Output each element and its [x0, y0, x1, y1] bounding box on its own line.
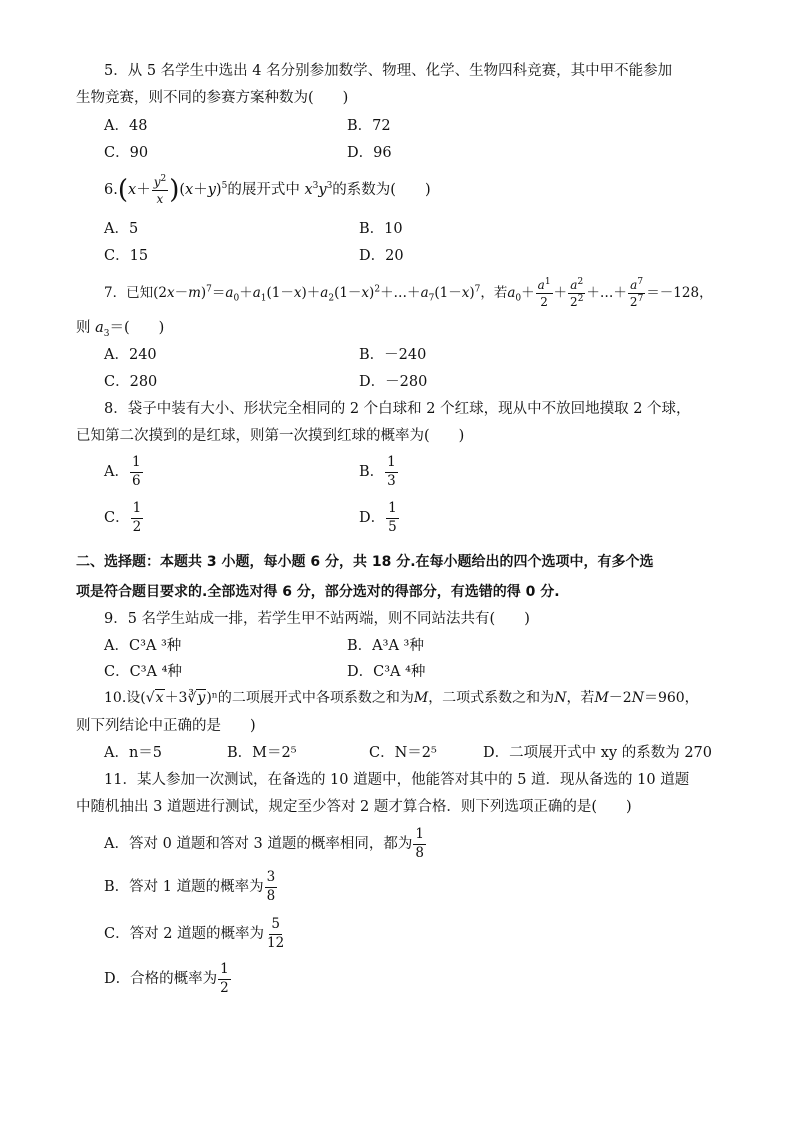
- q11-option-a-text: A．答对 0 道题和答对 3 道题的概率相同，都为: [104, 836, 413, 852]
- q8-option-d-label: D．: [359, 510, 386, 526]
- q11-d-numerator: 1: [218, 963, 231, 980]
- q8-option-a-label: A．: [104, 464, 129, 480]
- q9-option-b: B．A³A ³种: [347, 638, 424, 654]
- q5-option-c: C．90: [104, 145, 149, 161]
- q9-option-d: D．C³A ⁴种: [347, 664, 426, 680]
- q11-a-numerator: 1: [413, 828, 426, 845]
- q8-a-denominator: 6: [131, 472, 141, 489]
- q5-stem-line1: 5．从 5 名学生中选出 4 名分别参加数学、物理、化学、生物四科竞赛，其中甲不能参加: [104, 63, 673, 79]
- q11-b-numerator: 3: [265, 871, 278, 888]
- q8-option-c: [104, 499, 144, 537]
- q8-d-numerator: 1: [386, 502, 399, 519]
- q6-tail: 的展开式中: [227, 182, 300, 198]
- q10-rest2: ，若: [566, 690, 595, 706]
- q7-middle: ，若: [480, 285, 508, 301]
- q8-stem-line2: 已知第二次摸到的是红球，则第一次摸到红球的概率为( ): [76, 428, 465, 444]
- q8-stem-line1: 8．袋子中装有大小、形状完全相同的 2 个白球和 2 个红球，现从中不放回地摸取 2 个球，: [104, 401, 691, 417]
- q5-option-d: D．96: [347, 145, 392, 161]
- q11-d-denominator: 2: [220, 979, 229, 996]
- q10-option-c: C．N＝2⁵: [369, 745, 437, 761]
- q7-stem-line1: 7．已知$(2x-m)^7=a_0+a_1(1-x)+a_2(1-x)^2+\dots+a_7(1-x)^7$，若$a_0+$ $\frac{a^1}{2}$ ＋ $\frac{a^2}{2^2}$ ＋…＋ $\frac{a^7}{2^7}$ ＝－128，: [104, 277, 713, 309]
- q7-option-a: A．240: [104, 347, 157, 363]
- q11-option-d-text: D．合格的概率为: [104, 971, 218, 987]
- q8-option-d: [359, 499, 400, 537]
- q8-d-denominator: 5: [388, 518, 397, 535]
- q11-option-c: [104, 915, 287, 953]
- q6-tail2: 的系数为( ): [332, 182, 431, 198]
- q5-option-b: B．72: [347, 118, 391, 134]
- q8-option-c-label: C．: [104, 510, 130, 526]
- q10-prefix: 10.设(: [104, 690, 146, 706]
- q6-stem: 6.(x＋ $\frac{y^2}{x}$ )$(x+y)^5$的展开式中 $x^3y^3$的系数为( ): [104, 173, 431, 206]
- q6-option-b: B．10: [359, 221, 403, 237]
- q10-stem-line1: 10.设(√x＋3∛y)ⁿ的二项展开式中各项系数之和为M，二项式系数之和为N，若M－2N＝960，: [104, 690, 699, 706]
- q11-option-b-text: B．答对 1 道题的概率为: [104, 879, 264, 895]
- q11-option-a: [104, 825, 427, 863]
- q11-stem-line1: 11．某人参加一次测试，在备选的 10 道题中，他能答对其中的 5 道．现从备选的 10 道题: [104, 772, 690, 788]
- q10-eq: ＝960，: [643, 690, 699, 706]
- q7-prefix: 7．已知: [104, 285, 154, 301]
- q11-stem-line2: 中随机抽出 3 道题进行测试，规定至少答对 2 题才算合格．则下列选项正确的是( ): [76, 799, 632, 815]
- q11-option-d: [104, 960, 232, 998]
- q9-option-a: A．C³A ³种: [104, 638, 182, 654]
- q5-stem-line2: 生物竞赛，则不同的参赛方案种数为( ): [76, 90, 349, 106]
- q8-option-b-label: B．: [359, 464, 385, 480]
- q8-a-numerator: 1: [130, 456, 143, 473]
- q9-stem: 9．5 名学生站成一排，若学生甲不站两端，则不同站法共有( ): [104, 611, 530, 627]
- q7-option-b: B．－240: [359, 347, 427, 363]
- q6-option-c: C．15: [104, 248, 149, 264]
- q11-option-b: [104, 868, 278, 906]
- q7-option-d: D．－280: [359, 374, 428, 390]
- section2-heading-line2: 项是符合题目要求的.全部选对得 6 分，部分选对的得部分，有选错的得 0 分.: [76, 584, 560, 600]
- q10-stem-line2: 则下列结论中正确的是 ): [76, 718, 256, 734]
- q11-option-c-text: C．答对 2 道题的概率为: [104, 926, 265, 942]
- q11-a-denominator: 8: [415, 844, 424, 861]
- q5-option-a: A．48: [104, 118, 148, 134]
- q6-option-d: D．20: [359, 248, 404, 264]
- q6-option-a: A．5: [104, 221, 139, 237]
- section2-heading-line1: 二、选择题：本题共 3 小题，每小题 6 分，共 18 分.在每小题给出的四个选项中，有多个选: [76, 554, 654, 570]
- q10-option-d: D．二项展开式中 xy 的系数为 270: [483, 745, 712, 761]
- q7-stem-line2: 则 $a_3=$( ): [76, 320, 165, 339]
- q7-line2-suffix: ＝( ): [109, 320, 165, 336]
- q8-b-denominator: 3: [387, 472, 396, 489]
- q8-option-b: [359, 453, 399, 491]
- q8-c-denominator: 2: [132, 518, 142, 535]
- q7-line2-prefix: 则: [76, 320, 91, 336]
- q8-option-a: [104, 453, 144, 491]
- q10-mid: )ⁿ的二项展开式中各项系数之和为: [206, 690, 414, 706]
- q11-c-numerator: 5: [269, 918, 282, 935]
- q7-option-c: C．280: [104, 374, 158, 390]
- q9-option-c: C．C³A ⁴种: [104, 664, 182, 680]
- q11-c-denominator: 12: [267, 934, 285, 951]
- q10-option-b: B．M＝2⁵: [227, 745, 297, 761]
- q8-b-numerator: 1: [385, 456, 398, 473]
- q10-option-a: A．n＝5: [104, 745, 163, 761]
- q11-b-denominator: 8: [266, 887, 276, 904]
- q10-rest: ，二项式系数之和为: [428, 690, 555, 706]
- q6-number: 6.: [104, 182, 118, 198]
- q8-c-numerator: 1: [131, 502, 144, 519]
- q7-result: ＝－128，: [646, 285, 713, 301]
